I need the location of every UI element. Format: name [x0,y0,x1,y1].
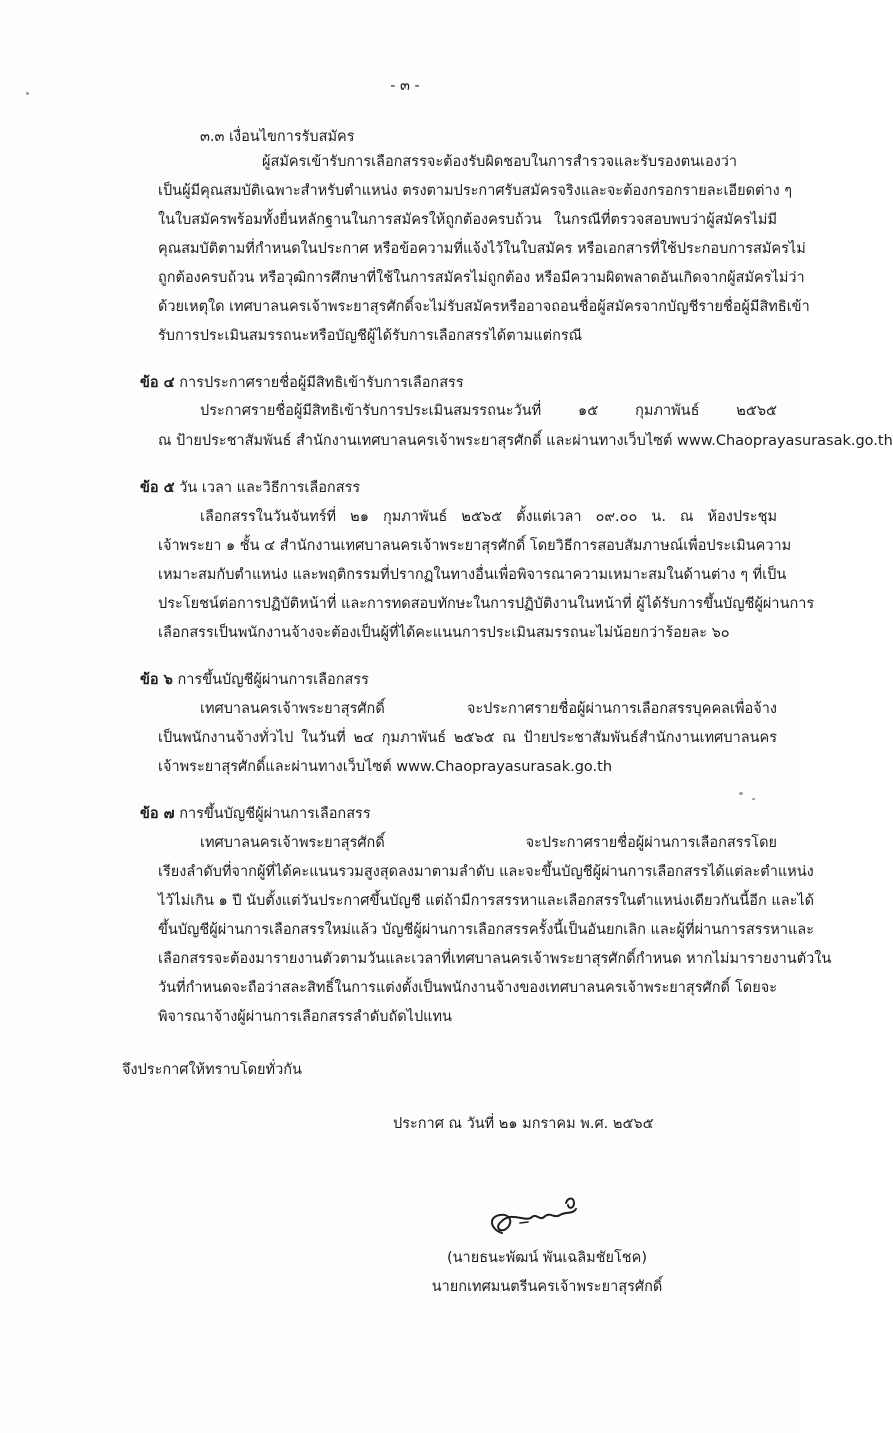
body-line: วันที่กำหนดจะถือว่าสละสิทธิ์ในการแต่งตั้งเป็นพนักงานจ้างของเทศบาลนครเจ้าพระยาสุรศักดิ์ โดยจะ [158,980,777,996]
body-line: ไว้ไม่เกิน ๑ ปี นับตั้งแต่วันประกาศขึ้นบัญชี แต่ถ้ามีการสรรหาและเลือกสรรในตำแหน่งเดียวกันนี้อีก และได้ [158,893,815,909]
body-line: ขึ้นบัญชีผู้ผ่านการเลือกสรรใหม่แล้ว บัญชีผู้ผ่านการเลือกสรรครั้งนี้เป็นอันยกเลิก และผู้ที่ผ่านการสรรหาและ [158,922,814,938]
scan-speck [752,798,755,800]
body-line: พิจารณาจ้างผู้ผ่านการเลือกสรรลำดับถัดไปแทน [158,1009,452,1025]
body-line: ถูกต้องครบถ้วน หรือวุฒิการศึกษาที่ใช้ในการสมัครไม่ถูกต้อง หรือมีความผิดพลาดอันเกิดจากผู้สมัครไม่ว่า [158,270,805,286]
clause-number: ข้อ ๖ [140,672,173,688]
body-line: ณ ป้ายประชาสัมพันธ์ สำนักงานเทศบาลนครเจ้าพระยาสุรศักดิ์ และผ่านทางเว็บไซต์ www.Chaoprayasurasak.go.th [158,433,893,449]
body-line: เจ้าพระยา ๑ ชั้น ๔ สำนักงานเทศบาลนครเจ้าพระยาสุรศักดิ์ โดยวิธีการสอบสัมภาษณ์เพื่อประเมินความ [158,538,792,554]
body-line: ในใบสมัครพร้อมทั้งยื่นหลักฐานในการสมัครให้ถูกต้องครบถ้วน ในกรณีที่ตรวจสอบพบว่าผู้สมัครไม่มี [158,212,777,228]
body-line: ประโยชน์ต่อการปฏิบัติหน้าที่ และการทดสอบทักษะในการปฏิบัติงานในหน้าที่ ผู้ได้รับการขึ้นบัญชีผู้ผ่านการ [158,596,815,612]
scan-speck [26,92,29,95]
body-line: เป็นผู้มีคุณสมบัติเฉพาะสำหรับตำแหน่ง ตรงตามประกาศรับสมัครจริงและจะต้องกรอกรายละเอียดต่าง ๆ [158,183,793,199]
body-line: ด้วยเหตุใด เทศบาลนครเจ้าพระยาสุรศักดิ์จะไม่รับสมัครหรืออาจถอนชื่อผู้สมัครจากบัญชีรายชื่อผู้มีสิทธิเข้า [158,299,810,315]
body-line: เทศบาลนครเจ้าพระยาสุรศักดิ์ จะประกาศรายชื่อผู้ผ่านการเลือกสรรโดย [200,835,777,851]
clause-5-heading [140,478,360,498]
signer-title: นายกเทศมนตรีนครเจ้าพระยาสุรศักดิ์ [431,1279,663,1295]
signature [480,1193,590,1241]
body-line: ประกาศรายชื่อผู้มีสิทธิเข้ารับการประเมินสมรรถนะวันที่ ๑๕ กุมภาพันธ์ ๒๕๖๕ [200,403,777,419]
body-line: เทศบาลนครเจ้าพระยาสุรศักดิ์ จะประกาศรายชื่อผู้ผ่านการเลือกสรรบุคคลเพื่อจ้าง [200,701,777,717]
signer-name: (นายธนะพัฒน์ พันเฉลิมชัยโชค) [446,1250,647,1266]
clause-title: วัน เวลา และวิธีการเลือกสรร [179,480,361,496]
scan-speck [739,792,743,795]
clause-title: การขึ้นบัญชีผู้ผ่านการเลือกสรร [179,806,371,822]
announcement-date: ประกาศ ณ วันที่ ๒๑ มกราคม พ.ศ. ๒๕๖๕ [393,1116,654,1132]
clause-number: ข้อ ๔ [140,375,175,391]
clause-6-heading [140,670,369,690]
body-line: เป็นพนักงานจ้างทั่วไป ในวันที่ ๒๔ กุมภาพันธ์ ๒๕๖๕ ณ ป้ายประชาสัมพันธ์สำนักงานเทศบาลนคร [158,730,777,746]
clause-number: ข้อ ๕ [140,480,175,496]
closing-statement: จึงประกาศให้ทราบโดยทั่วกัน [122,1062,302,1078]
body-line: เหมาะสมกับตำแหน่ง และพฤติกรรมที่ปรากฏในทางอื่นเพื่อพิจารณาความเหมาะสมในด้านต่าง ๆ ที่เป็น [158,567,787,583]
body-line: ผู้สมัครเข้ารับการเลือกสรรจะต้องรับผิดชอบในการสำรวจและรับรองตนเองว่า [262,154,738,170]
body-line: เลือกสรรเป็นพนักงานจ้างจะต้องเป็นผู้ที่ได้คะแนนการประเมินสมรรถนะไม่น้อยกว่าร้อยละ ๖๐ [158,625,730,641]
body-line: เลือกสรรจะต้องมารายงานตัวตามวันและเวลาที่เทศบาลนครเจ้าพระยาสุรศักดิ์กำหนด หากไม่มารายงานตัวใน [158,951,832,967]
clause-number: ข้อ ๗ [140,806,175,822]
clause-title: การประกาศรายชื่อผู้มีสิทธิเข้ารับการเลือกสรร [179,375,464,391]
body-line: เลือกสรรในวันจันทร์ที่ ๒๑ กุมภาพันธ์ ๒๕๖๕ ตั้งแต่เวลา ๐๙.๐๐ น. ณ ห้องประชุม [200,509,777,525]
body-line: เรียงลำดับที่จากผู้ที่ได้คะแนนรวมสูงสุดลงมาตามลำดับ และจะขึ้นบัญชีผู้ผ่านการเลือกสรรได้แต่ละตำแหน่ง [158,864,814,880]
clause-title: การขึ้นบัญชีผู้ผ่านการเลือกสรร [177,672,369,688]
clause-4-heading [140,373,464,393]
page-number: - ๓ - [390,78,420,94]
clause-7-heading [140,804,371,824]
body-line: รับการประเมินสมรรถนะหรือบัญชีผู้ได้รับการเลือกสรรได้ตามแต่กรณี [158,328,583,344]
body-line: เจ้าพระยาสุรศักดิ์และผ่านทางเว็บไซต์ www.Chaoprayasurasak.go.th [158,759,613,775]
section-heading: ๓.๓ เงื่อนไขการรับสมัคร [200,129,355,145]
body-line: คุณสมบัติตามที่กำหนดในประกาศ หรือข้อความที่แจ้งไว้ในใบสมัคร หรือเอกสารที่ใช้ประกอบการสมัครไม่ [158,241,806,257]
